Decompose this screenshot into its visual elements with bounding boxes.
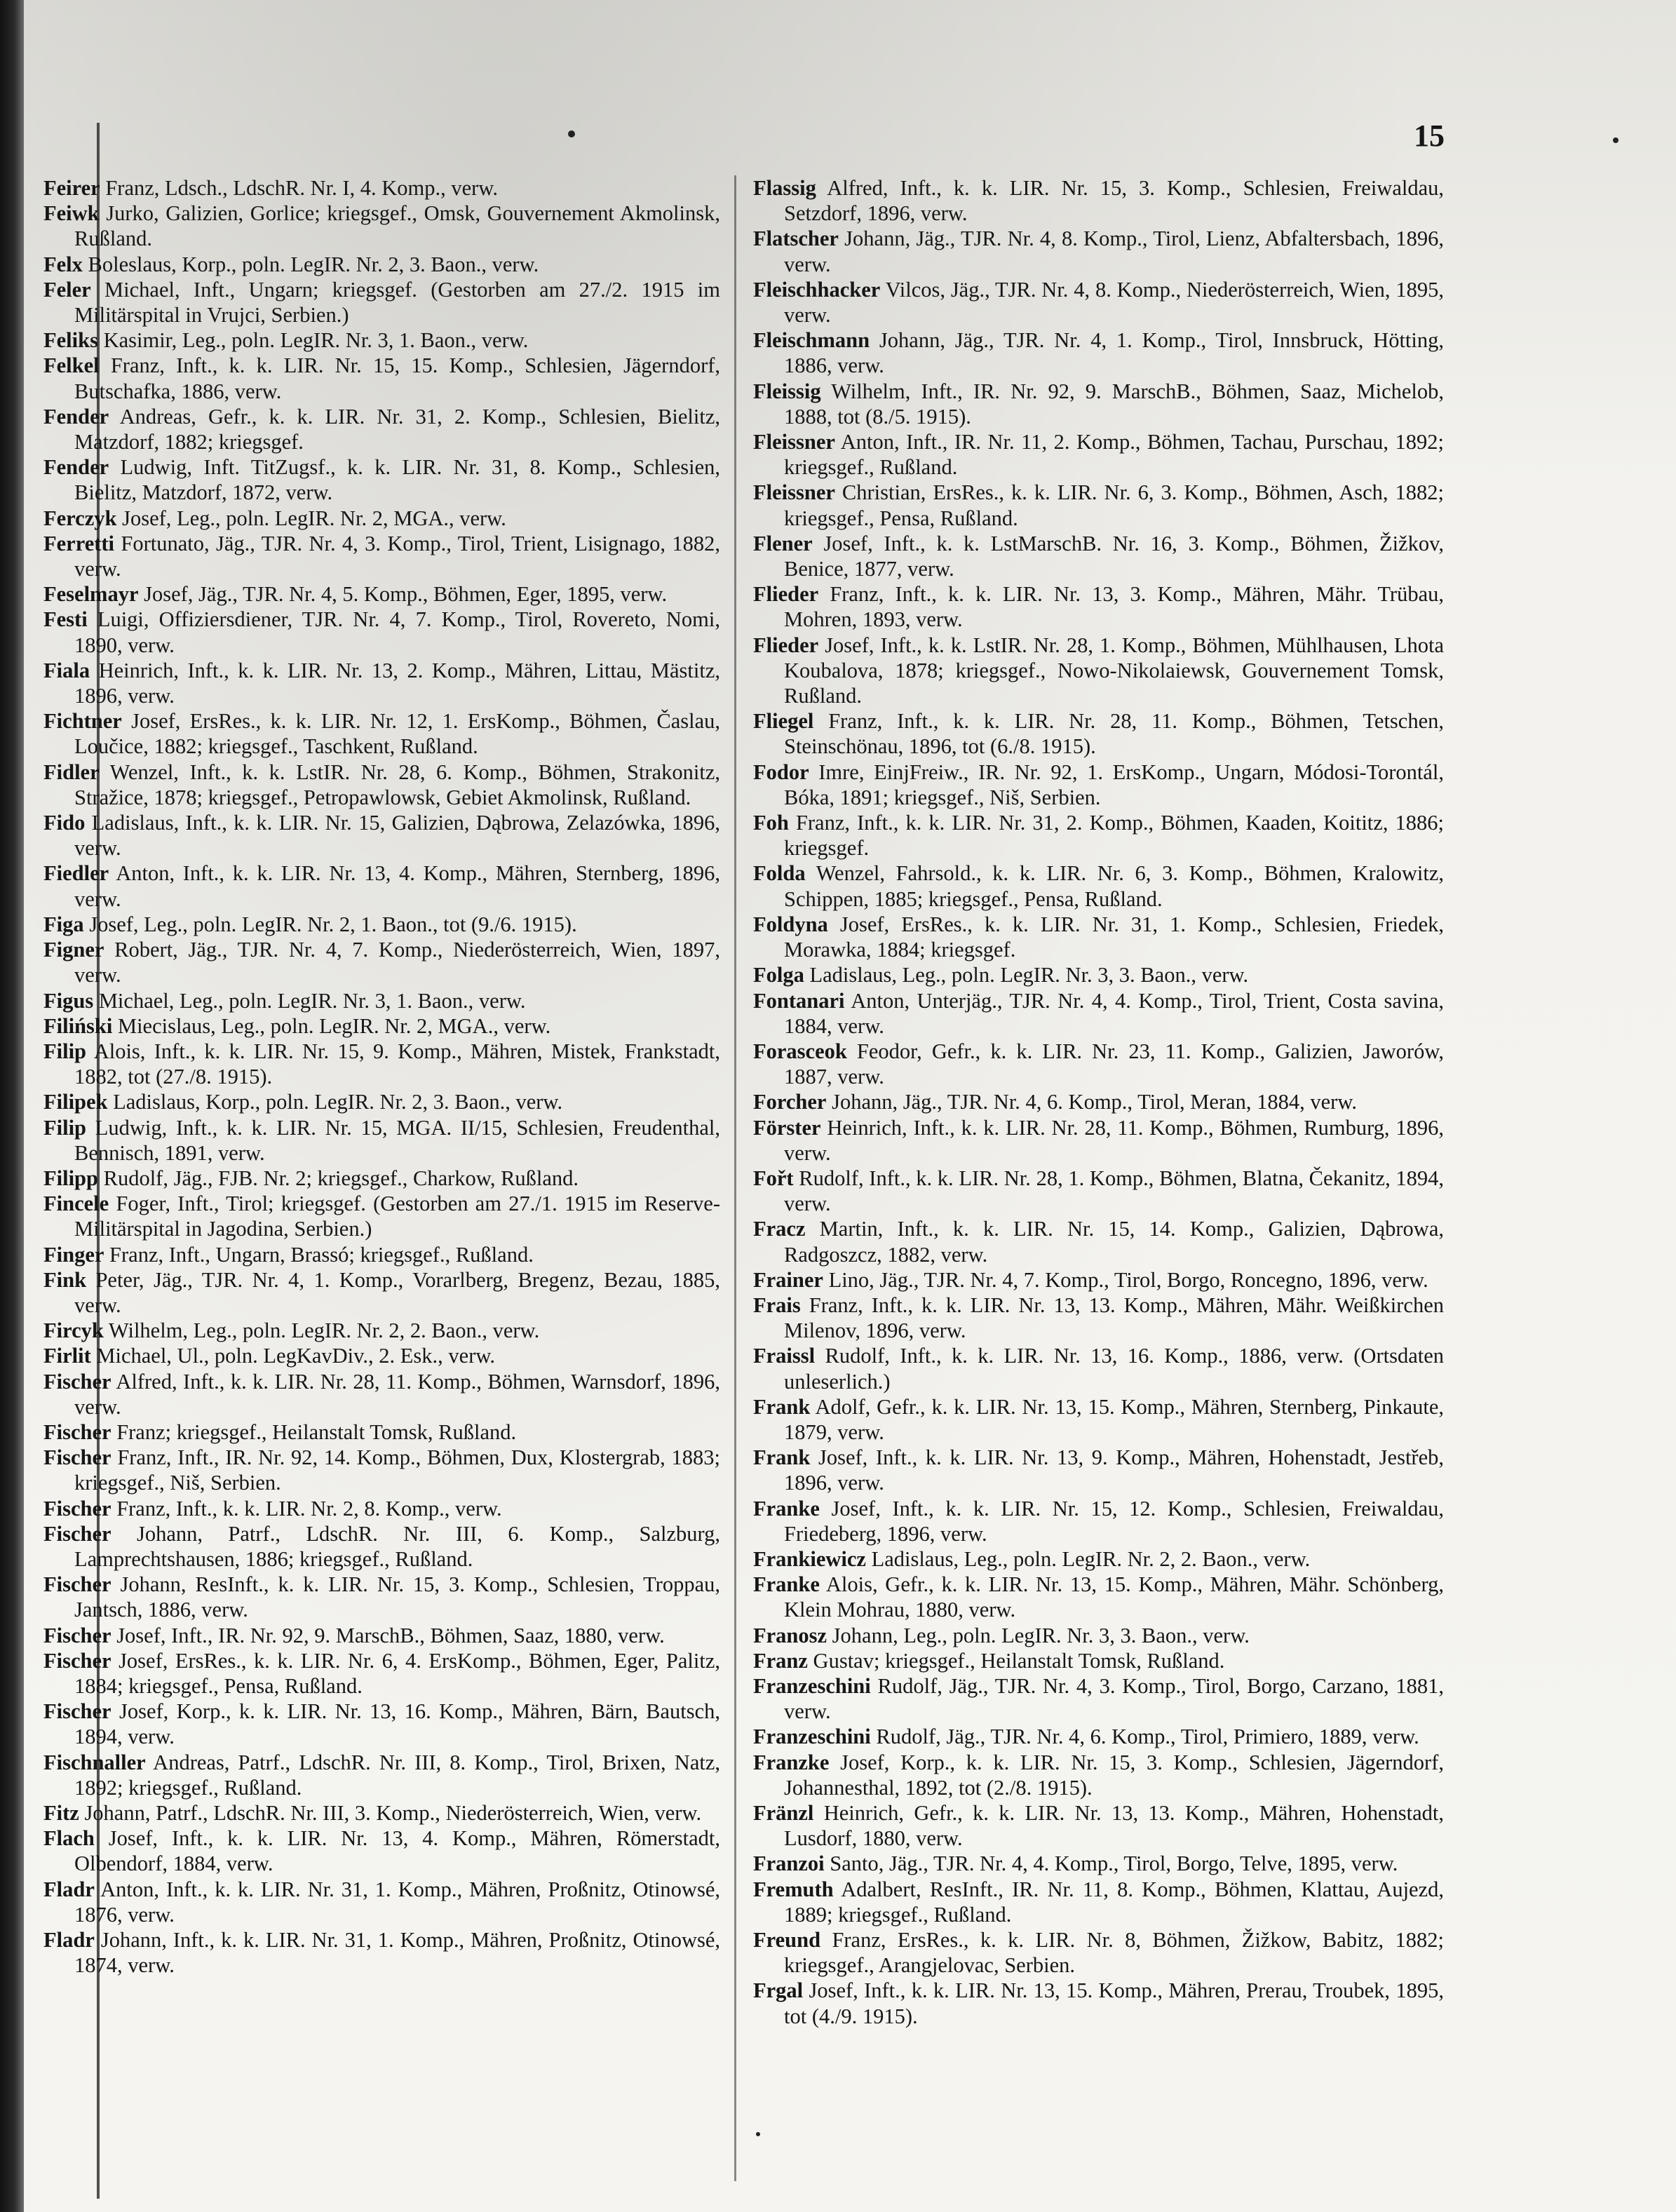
entry-details: Franz, Inft., k. k. LIR. Nr. 15, 15. Komp., Schlesien, Jägerndorf, Butschafka, 1886, verw. (74, 353, 721, 403)
entry-details: Josef, Inft., k. k. LstMarschB. Nr. 16, 3. Komp., Böhmen, Žižkov, Benice, 1877, verw. (784, 531, 1444, 581)
list-entry (43, 1496, 720, 1521)
entry-surname: Fincele (43, 1192, 109, 1216)
entry-details: Johann, Jäg., TJR. Nr. 4, 8. Komp., Tirol, Lienz, Abfaltersbach, 1896, verw. (784, 227, 1444, 276)
list-entry (753, 1724, 1444, 1749)
entry-details: Rudolf, Inft., k. k. LIR. Nr. 28, 1. Komp., Böhmen, Blatna, Čekanitz, 1894, verw. (784, 1166, 1445, 1216)
list-entry (43, 353, 720, 403)
list-entry (753, 1623, 1444, 1648)
entry-details: Anton, Inft., k. k. LIR. Nr. 13, 4. Komp., Mähren, Sternberg, 1896, verw. (74, 861, 720, 911)
entry-details: Ladislaus, Korp., poln. LegIR. Nr. 2, 3. Baon., verw. (113, 1090, 563, 1114)
list-entry (43, 708, 720, 759)
list-entry (43, 1445, 720, 1495)
entry-details: Ladislaus, Inft., k. k. LIR. Nr. 15, Galizien, Dąbrowa, Zelazówka, 1896, verw. (74, 811, 721, 861)
list-entry (43, 1800, 720, 1826)
entry-details: Feodor, Gefr., k. k. LIR. Nr. 23, 11. Komp., Galizien, Jaworów, 1887, verw. (784, 1039, 1445, 1089)
entry-details: Josef, Inft., k. k. LIR. Nr. 13, 4. Komp., Mähren, Römerstadt, Olbendorf, 1884, verw. (74, 1826, 720, 1876)
list-entry (753, 1546, 1444, 1572)
list-entry (43, 1318, 720, 1343)
entry-details: Rudolf, Jäg., FJB. Nr. 2; kriegsgef., Charkow, Rußland. (103, 1166, 579, 1190)
entry-details: Johann, ResInft., k. k. LIR. Nr. 15, 3. Komp., Schlesien, Troppau, Jantsch, 1886, verw. (74, 1572, 721, 1622)
right-column (753, 175, 1444, 2029)
book-binding-shadow (0, 0, 24, 2212)
entry-details: Rudolf, Jäg., TJR. Nr. 4, 6. Komp., Tirol, Primiero, 1889, verw. (876, 1725, 1419, 1749)
entry-surname: Fleissig (753, 379, 821, 403)
list-entry (43, 581, 720, 607)
list-entry (753, 1445, 1444, 1495)
entry-details: Anton, Unterjäg., TJR. Nr. 4, 4. Komp., Tirol, Trient, Costa savina, 1884, verw. (784, 988, 1444, 1038)
entry-details: Ladislaus, Leg., poln. LegIR. Nr. 2, 2. Baon., verw. (871, 1546, 1311, 1571)
entry-surname: Fliegel (753, 709, 814, 734)
entry-details: Andreas, Gefr., k. k. LIR. Nr. 31, 2. Komp., Schlesien, Bielitz, Matzdorf, 1882; kriegsgef. (74, 404, 720, 454)
entry-details: Boleslaus, Korp., poln. LegIR. Nr. 2, 3. Baon., verw. (88, 252, 539, 276)
entry-details: Robert, Jäg., TJR. Nr. 4, 7. Komp., Niederösterreich, Wien, 1897, verw. (74, 938, 721, 987)
entry-surname: Forcher (753, 1090, 827, 1114)
entry-details: Heinrich, Gefr., k. k. LIR. Nr. 13, 13. Komp., Mähren, Hohenstadt, Lusdorf, 1880, verw. (784, 1801, 1444, 1851)
entry-details: Franz, ErsRes., k. k. LIR. Nr. 8, Böhmen, Žižkow, Babitz, 1882; kriegsgef., Arangjelovac, Serbien. (784, 1928, 1444, 1978)
entry-details: Ladislaus, Leg., poln. LegIR. Nr. 3, 3. Baon., verw. (809, 963, 1249, 987)
entry-surname: Fladr (43, 1877, 95, 1901)
list-entry (43, 1750, 720, 1800)
list-entry (43, 1419, 720, 1445)
entry-surname: Fodor (753, 760, 809, 784)
entry-surname: Fleissner (753, 480, 835, 505)
list-entry (753, 861, 1444, 911)
list-entry (43, 810, 720, 861)
entry-details: Miecislaus, Leg., poln. LegIR. Nr. 2, MGA., verw. (117, 1013, 551, 1038)
list-entry (753, 708, 1444, 759)
entry-surname: Ferczyk (43, 506, 117, 530)
entry-surname: Franzeschini (753, 1725, 871, 1749)
list-entry (43, 1013, 720, 1039)
list-entry (43, 454, 720, 505)
entry-surname: Fitz (43, 1801, 79, 1825)
list-entry (43, 1927, 720, 1978)
entry-surname: Feirer (43, 176, 100, 200)
entry-surname: Franzke (753, 1750, 830, 1774)
entry-surname: Felkel (43, 353, 100, 378)
list-entry (43, 658, 720, 708)
entry-surname: Figus (43, 988, 94, 1013)
entry-details: Alfred, Inft., k. k. LIR. Nr. 15, 3. Komp., Schlesien, Freiwaldau, Setzdorf, 1896, verw. (784, 176, 1444, 226)
list-entry (43, 1039, 720, 1089)
entry-surname: Fleischmann (753, 328, 870, 353)
entry-surname: Ferretti (43, 531, 115, 555)
entry-surname: Fischer (43, 1648, 111, 1673)
entry-details: Santo, Jäg., TJR. Nr. 4, 4. Komp., Tirol, Borgo, Telve, 1895, verw. (830, 1852, 1398, 1876)
entry-details: Josef, Inft., k. k. LIR. Nr. 15, 12. Komp., Schlesien, Freiwaldau, Friedeberg, 1896, verw. (784, 1496, 1445, 1546)
list-entry (43, 1623, 720, 1648)
entry-surname: Fischnaller (43, 1750, 146, 1774)
list-entry (753, 760, 1444, 810)
list-entry (43, 252, 720, 277)
entry-surname: Fischer (43, 1521, 111, 1546)
entry-details: Josef, Leg., poln. LegIR. Nr. 2, 1. Baon., tot (9./6. 1915). (89, 912, 577, 936)
list-entry (753, 1293, 1444, 1343)
entry-details: Franz, Inft., k. k. LIR. Nr. 31, 2. Komp., Böhmen, Kaaden, Koititz, 1886; kriegsgef. (784, 811, 1444, 861)
entry-surname: Festi (43, 607, 88, 632)
list-entry (43, 404, 720, 454)
list-entry (753, 1927, 1444, 1978)
entry-details: Wenzel, Inft., k. k. LstIR. Nr. 28, 6. Komp., Böhmen, Strakonitz, Stražice, 1878; kriegsgef., Petropawlowsk, Gebiet Akmolinsk, Rußland. (74, 760, 720, 809)
list-entry (753, 1216, 1444, 1267)
ink-speck (756, 2132, 760, 2136)
entry-surname: Folga (753, 963, 804, 987)
list-entry (753, 379, 1444, 429)
entry-surname: Franzoi (753, 1852, 825, 1876)
entry-details: Luigi, Offiziersdiener, TJR. Nr. 4, 7. Komp., Tirol, Rovereto, Nomi, 1890, verw. (74, 607, 721, 657)
entry-surname: Fiedler (43, 861, 109, 886)
entry-surname: Freund (753, 1928, 821, 1953)
entry-details: Josef, Inft., k. k. LstIR. Nr. 28, 1. Komp., Böhmen, Mühlhausen, Lhota Koubalova, 1878; kriegsgef., Nowo-Nikolaiewsk, Gouvernement Tomsk, Rußland. (784, 633, 1445, 708)
entry-surname: Frank (753, 1445, 811, 1470)
entry-surname: Flener (753, 531, 813, 555)
entry-details: Anton, Inft., k. k. LIR. Nr. 31, 1. Komp., Mähren, Proßnitz, Otinowsé, 1876, verw. (74, 1877, 720, 1927)
entry-surname: Fischer (43, 1369, 111, 1394)
list-entry (753, 1572, 1444, 1622)
entry-surname: Frankiewicz (753, 1546, 866, 1571)
entry-surname: Fontanari (753, 988, 845, 1013)
entry-surname: Franz (753, 1648, 808, 1673)
entry-surname: Fiala (43, 658, 90, 682)
entry-details: Ludwig, Inft., k. k. LIR. Nr. 15, MGA. II/15, Schlesien, Freudenthal, Bennisch, 1891, verw. (74, 1115, 720, 1165)
entry-details: Rudolf, Inft., k. k. LIR. Nr. 13, 16. Komp., 1886, verw. (Ortsdaten unleserlich.) (784, 1344, 1445, 1394)
entry-details: Adalbert, ResInft., IR. Nr. 11, 8. Komp., Böhmen, Klattau, Aujezd, 1889; kriegsgef., Rußland. (784, 1877, 1444, 1927)
list-entry (753, 1267, 1444, 1293)
entry-details: Josef, Leg., poln. LegIR. Nr. 2, MGA., verw. (122, 506, 506, 530)
list-entry (43, 1343, 720, 1368)
entry-details: Michael, Leg., poln. LegIR. Nr. 3, 1. Baon., verw. (98, 988, 526, 1013)
entry-details: Johann, Jäg., TJR. Nr. 4, 6. Komp., Tirol, Meran, 1884, verw. (832, 1090, 1358, 1114)
list-entry (753, 1166, 1444, 1216)
entry-surname: Fidler (43, 760, 100, 784)
entry-surname: Filip (43, 1039, 87, 1063)
entry-surname: Flatscher (753, 227, 839, 251)
entry-details: Johann, Jäg., TJR. Nr. 4, 1. Komp., Tirol, Innsbruck, Hötting, 1886, verw. (784, 328, 1444, 378)
page-number: 15 (1414, 119, 1445, 153)
entry-surname: Fladr (43, 1928, 95, 1953)
entry-surname: Fender (43, 455, 109, 480)
entry-surname: Folda (753, 861, 806, 886)
entry-details: Lino, Jäg., TJR. Nr. 4, 7. Komp., Tirol, Borgo, Roncegno, 1896, verw. (828, 1267, 1428, 1292)
entry-details: Andreas, Patrf., LdschR. Nr. III, 8. Komp., Tirol, Brixen, Natz, 1892; kriegsgef., Rußland. (74, 1750, 720, 1800)
entry-surname: Frainer (753, 1267, 823, 1292)
entry-details: Vilcos, Jäg., TJR. Nr. 4, 8. Komp., Niederösterreich, Wien, 1895, verw. (784, 277, 1444, 328)
list-entry (753, 1115, 1444, 1166)
entry-details: Kasimir, Leg., poln. LegIR. Nr. 3, 1. Baon., verw. (103, 328, 529, 353)
entry-surname: Frgal (753, 1978, 804, 2003)
list-entry (43, 506, 720, 531)
entry-surname: Fischer (43, 1496, 111, 1520)
entry-details: Josef, ErsRes., k. k. LIR. Nr. 31, 1. Komp., Schlesien, Friedek, Morawka, 1884; kriegsgef. (784, 912, 1445, 962)
entry-details: Josef, Jäg., TJR. Nr. 4, 5. Komp., Böhmen, Eger, 1895, verw. (144, 582, 668, 607)
entry-surname: Fischer (43, 1699, 111, 1724)
entry-surname: Fischer (43, 1623, 111, 1647)
list-entry (43, 760, 720, 810)
list-entry (43, 531, 720, 581)
entry-surname: Fircyk (43, 1319, 104, 1343)
entry-surname: Feselmayr (43, 582, 139, 607)
entry-details: Johann, Patrf., LdschR. Nr. III, 3. Komp., Niederösterreich, Wien, verw. (84, 1801, 702, 1825)
column-divider (734, 175, 736, 2181)
entry-surname: Fleischhacker (753, 277, 881, 302)
entry-details: Johann, Inft., k. k. LIR. Nr. 31, 1. Komp., Mähren, Proßnitz, Otinowsé, 1874, verw. (74, 1928, 721, 1978)
entry-details: Josef, ErsRes., k. k. LIR. Nr. 12, 1. ErsKomp., Böhmen, Časlau, Loučice, 1882; kriegsgef., Taschkent, Rußland. (74, 709, 721, 759)
entry-details: Franz, Inft., k. k. LIR. Nr. 13, 3. Komp., Mähren, Mähr. Trübau, Mohren, 1893, verw. (784, 582, 1445, 632)
list-entry (753, 328, 1444, 378)
list-entry (43, 1191, 720, 1241)
entry-details: Johann, Patrf., LdschR. Nr. III, 6. Komp., Salzburg, Lamprechtshausen, 1886; kriegsgef., Rußland. (74, 1521, 721, 1571)
entry-details: Josef, ErsRes., k. k. LIR. Nr. 6, 4. ErsKomp., Böhmen, Eger, Palitz, 1884; kriegsgef., Pensa, Rußland. (74, 1648, 721, 1698)
list-entry (753, 1978, 1444, 2028)
entry-details: Wilhelm, Leg., poln. LegIR. Nr. 2, 2. Baon., verw. (108, 1319, 540, 1343)
entry-surname: Fido (43, 811, 86, 835)
list-entry (43, 1877, 720, 1927)
entry-surname: Filipek (43, 1090, 108, 1114)
entry-surname: Feler (43, 277, 91, 302)
list-entry (753, 988, 1444, 1039)
entry-surname: Filipp (43, 1166, 98, 1190)
entry-surname: Firlit (43, 1344, 91, 1368)
list-entry (753, 480, 1444, 530)
list-entry (753, 962, 1444, 987)
entry-surname: Finger (43, 1242, 104, 1267)
entry-surname: Feliks (43, 328, 98, 353)
left-column (43, 175, 720, 1978)
entry-details: Wenzel, Fahrsold., k. k. LIR. Nr. 6, 3. Komp., Böhmen, Kralowitz, Schippen, 1885; kriegsgef., Pensa, Rußland. (784, 861, 1444, 911)
list-entry (43, 1572, 720, 1622)
entry-details: Fortunato, Jäg., TJR. Nr. 4, 3. Komp., Tirol, Trient, Lisignago, 1882, verw. (74, 531, 720, 581)
entry-details: Josef, Korp., k. k. LIR. Nr. 15, 3. Komp., Schlesien, Jägerndorf, Johannesthal, 1892, tot (2./8. 1915). (784, 1750, 1444, 1800)
entry-surname: Foldyna (753, 912, 828, 936)
list-entry (753, 810, 1444, 861)
list-entry (753, 1800, 1444, 1851)
entry-surname: Figa (43, 912, 84, 936)
entry-surname: Fischer (43, 1419, 111, 1444)
entry-details: Michael, Inft., Ungarn; kriegsgef. (Gestorben am 27./2. 1915 im Militärspital in Vrujci, Serbien.) (74, 277, 720, 328)
list-entry (43, 1648, 720, 1699)
entry-surname: Forasceok (753, 1039, 847, 1063)
entry-details: Josef, Inft., k. k. LIR. Nr. 13, 9. Komp., Mähren, Hohenstadt, Jestřeb, 1896, verw. (784, 1445, 1444, 1495)
entry-details: Ludwig, Inft. TitZugsf., k. k. LIR. Nr. 31, 8. Komp., Schlesien, Bielitz, Matzdorf, 1872, verw. (74, 455, 721, 505)
list-entry (753, 226, 1444, 276)
entry-surname: Figner (43, 938, 104, 962)
entry-surname: Fraissl (753, 1344, 816, 1368)
list-entry (753, 1039, 1444, 1089)
entry-details: Michael, Ul., poln. LegKavDiv., 2. Esk., verw. (96, 1344, 496, 1368)
list-entry (753, 1089, 1444, 1114)
entry-surname: Frank (753, 1394, 811, 1419)
list-entry (753, 531, 1444, 581)
ink-speck (568, 130, 575, 137)
entry-details: Franz, Inft., k. k. LIR. Nr. 28, 11. Komp., Böhmen, Tetschen, Steinschönau, 1896, tot (6./8. 1915). (784, 709, 1445, 759)
entry-details: Heinrich, Inft., k. k. LIR. Nr. 13, 2. Komp., Mähren, Littau, Mästitz, 1896, verw. (74, 658, 720, 708)
entry-details: Christian, ErsRes., k. k. LIR. Nr. 6, 3. Komp., Böhmen, Asch, 1882; kriegsgef., Pensa, Rußland. (784, 480, 1445, 530)
entry-details: Franz, Inft., k. k. LIR. Nr. 13, 13. Komp., Mähren, Mähr. Weißkirchen Milenov, 1896, verw. (784, 1293, 1445, 1343)
entry-details: Alfred, Inft., k. k. LIR. Nr. 28, 11. Komp., Böhmen, Warnsdorf, 1896, verw. (74, 1369, 720, 1419)
list-entry (43, 1521, 720, 1572)
ink-speck (1613, 137, 1618, 143)
entry-surname: Filip (43, 1115, 87, 1140)
entry-surname: Filiński (43, 1013, 113, 1038)
entry-surname: Foh (753, 811, 789, 835)
entry-surname: Flieder (753, 633, 819, 657)
entry-details: Franz, Inft., IR. Nr. 92, 14. Komp., Böhmen, Dux, Klostergrab, 1883; kriegsgef., Niš, Serbien. (74, 1445, 720, 1495)
entry-surname: Flassig (753, 176, 816, 200)
entry-details: Imre, EinjFreiw., IR. Nr. 92, 1. ErsKomp., Ungarn, Módosi-Torontál, Bóka, 1891; kriegsgef., Niš, Serbien. (784, 760, 1445, 809)
entry-details: Rudolf, Jäg., TJR. Nr. 4, 3. Komp., Tirol, Borgo, Carzano, 1881, verw. (784, 1673, 1444, 1724)
list-entry (753, 1394, 1444, 1445)
entry-details: Franz, Inft., Ungarn, Brassó; kriegsgef., Rußland. (109, 1242, 534, 1267)
list-entry (753, 429, 1444, 480)
entry-details: Alois, Inft., k. k. LIR. Nr. 15, 9. Komp., Mähren, Mistek, Frankstadt, 1882, tot (27./8. 1915). (74, 1039, 720, 1089)
list-entry (753, 633, 1444, 709)
entry-surname: Franke (753, 1572, 820, 1597)
list-entry (43, 861, 720, 911)
list-entry (753, 1750, 1444, 1800)
list-entry (43, 1699, 720, 1749)
list-entry (753, 581, 1444, 632)
entry-details: Jurko, Galizien, Gorlice; kriegsgef., Omsk, Gouvernement Akmolinsk, Rußland. (74, 201, 720, 251)
entry-surname: Frais (753, 1293, 801, 1317)
list-entry (43, 1369, 720, 1419)
entry-details: Martin, Inft., k. k. LIR. Nr. 15, 14. Komp., Galizien, Dąbrowa, Radgoszcz, 1882, verw. (784, 1217, 1444, 1267)
entry-surname: Fischer (43, 1445, 111, 1470)
list-entry (43, 277, 720, 328)
list-entry (753, 175, 1444, 226)
entry-surname: Flach (43, 1826, 95, 1851)
entry-surname: Fremuth (753, 1877, 834, 1901)
entry-surname: Fracz (753, 1217, 806, 1241)
list-entry (43, 175, 720, 201)
entry-details: Gustav; kriegsgef., Heilanstalt Tomsk, Rußland. (813, 1648, 1225, 1673)
entry-details: Peter, Jäg., TJR. Nr. 4, 1. Komp., Vorarlberg, Bregenz, Bezau, 1885, verw. (74, 1267, 720, 1317)
entry-details: Franz, Ldsch., LdschR. Nr. I, 4. Komp., verw. (105, 176, 498, 200)
entry-details: Josef, Inft., IR. Nr. 92, 9. MarschB., Böhmen, Saaz, 1880, verw. (116, 1623, 665, 1647)
entry-details: Anton, Inft., IR. Nr. 11, 2. Komp., Böhmen, Tachau, Purschau, 1892; kriegsgef., Rußland. (784, 430, 1444, 480)
entry-details: Franz, Inft., k. k. LIR. Nr. 2, 8. Komp., verw. (116, 1496, 502, 1520)
list-entry (753, 277, 1444, 328)
list-entry (43, 1267, 720, 1318)
entry-surname: Fischer (43, 1572, 111, 1597)
list-entry (43, 607, 720, 657)
entry-surname: Franzeschini (753, 1673, 871, 1698)
entry-surname: Fichtner (43, 709, 122, 734)
list-entry (43, 988, 720, 1013)
list-entry (43, 1115, 720, 1166)
entry-surname: Fender (43, 404, 109, 429)
list-entry (43, 1242, 720, 1267)
entry-surname: Fořt (753, 1166, 794, 1190)
entry-details: Franz; kriegsgef., Heilanstalt Tomsk, Rußland. (116, 1419, 517, 1444)
entry-surname: Feiwk (43, 201, 100, 226)
entry-surname: Felx (43, 252, 83, 276)
list-entry (43, 1089, 720, 1114)
entry-details: Josef, Inft., k. k. LIR. Nr. 13, 15. Komp., Mähren, Prerau, Troubek, 1895, tot (4./9. 1915). (784, 1978, 1444, 2028)
list-entry (753, 1648, 1444, 1673)
list-entry (43, 937, 720, 987)
list-entry (43, 328, 720, 353)
list-entry (43, 1826, 720, 1876)
entry-details: Johann, Leg., poln. LegIR. Nr. 3, 3. Baon., verw. (832, 1623, 1250, 1647)
list-entry (753, 1851, 1444, 1876)
list-entry (43, 201, 720, 251)
entry-details: Adolf, Gefr., k. k. LIR. Nr. 13, 15. Komp., Mähren, Sternberg, Pinkaute, 1879, verw. (784, 1394, 1444, 1444)
list-entry (753, 912, 1444, 962)
list-entry (43, 1166, 720, 1191)
list-entry (43, 912, 720, 937)
list-entry (753, 1877, 1444, 1927)
entry-details: Alois, Gefr., k. k. LIR. Nr. 13, 15. Komp., Mähren, Mähr. Schönberg, Klein Mohrau, 1880, verw. (784, 1572, 1444, 1622)
entry-details: Heinrich, Inft., k. k. LIR. Nr. 28, 11. Komp., Böhmen, Rumburg, 1896, verw. (784, 1115, 1444, 1165)
list-entry (753, 1673, 1444, 1724)
entry-surname: Flieder (753, 582, 819, 607)
entry-details: Wilhelm, Inft., IR. Nr. 92, 9. MarschB., Böhmen, Saaz, Michelob, 1888, tot (8./5. 1915). (784, 379, 1445, 429)
entry-surname: Franosz (753, 1623, 827, 1647)
entry-surname: Fränzl (753, 1801, 814, 1825)
entry-surname: Fleissner (753, 430, 835, 454)
entry-details: Foger, Inft., Tirol; kriegsgef. (Gestorben am 27./1. 1915 im Reserve-Militärspital in Jagodina, Serbien.) (74, 1192, 721, 1241)
entry-surname: Franke (753, 1496, 820, 1520)
list-entry (753, 1496, 1444, 1546)
entry-details: Josef, Korp., k. k. LIR. Nr. 13, 16. Komp., Mähren, Bärn, Bautsch, 1894, verw. (74, 1699, 721, 1749)
entry-surname: Fink (43, 1267, 87, 1292)
list-entry (753, 1343, 1444, 1394)
entry-surname: Förster (753, 1115, 821, 1140)
